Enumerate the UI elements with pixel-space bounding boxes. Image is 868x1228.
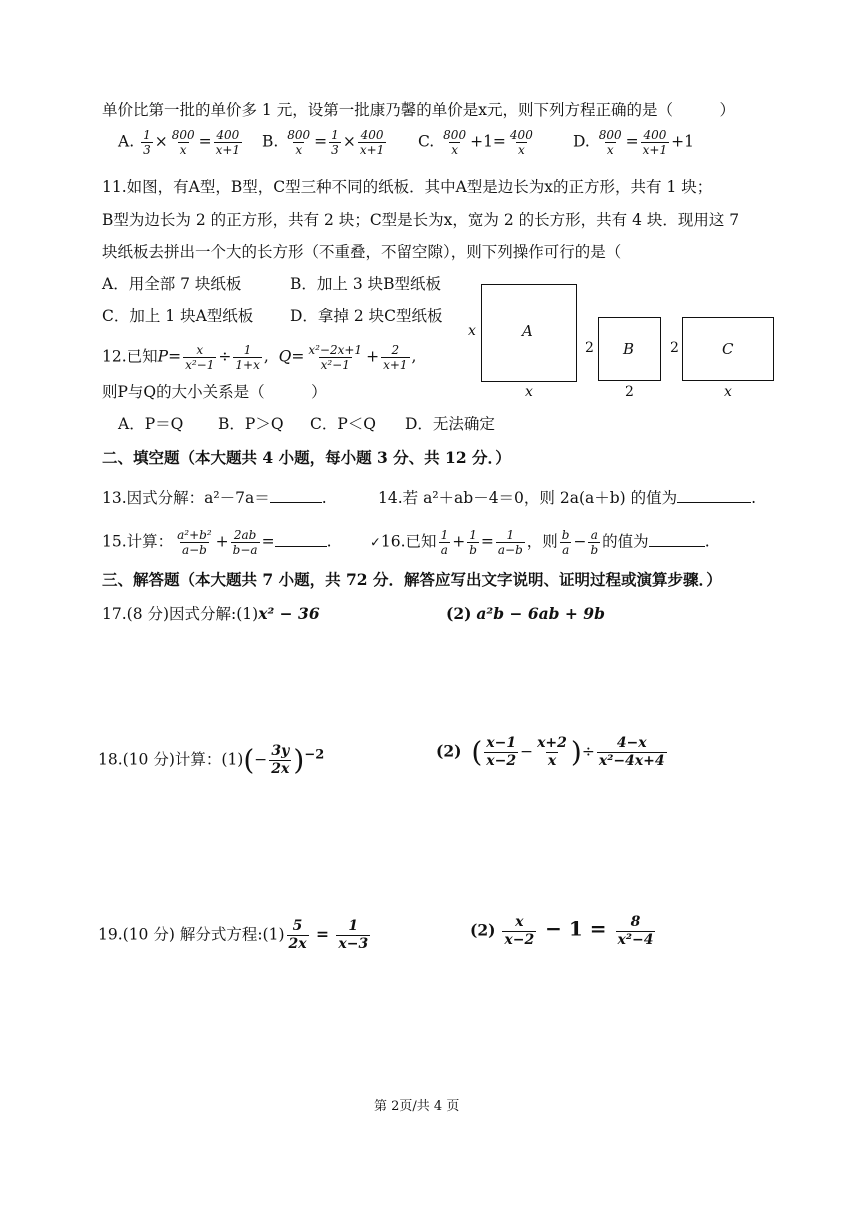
q11-line1: 11.如图，有A型，B型，C型三种不同的纸板．其中A型是边长为x的正方形，共有 1 块；: [102, 178, 713, 196]
q10-stem: 单价比第一批的单价多 1 元，设第一批康乃馨的单价是x元，则下列方程正确的是（ ）: [102, 101, 735, 119]
page-footer: 第 2页/共 4 页: [374, 1099, 460, 1114]
q17: [102, 604, 320, 624]
q10-option-a-label: A.: [118, 132, 135, 151]
square-b-side-label: 2: [585, 340, 594, 356]
q16: ✓16.已知 $\frac{1}{a}$ + $\frac{1}{b}$ = $\frac{1}{a-b}$ ，则 $\frac{b}{a}$ − $\frac{a}{b}$ 的值为 .: [370, 528, 710, 557]
q18-part2: (2) ( $\frac{x-1}{x-2}$ − $\frac{x+2}{x}$ )÷ $\frac{4-x}{\text{x²−4x+4}}$: [436, 735, 665, 769]
q17-part2-expr: a²b − 6ab + 9b: [476, 604, 605, 623]
q13: 13.因式分解：a²－7a＝ .: [102, 489, 327, 507]
square-b-label: B: [623, 340, 635, 358]
q15-prefix: 15.计算：: [102, 532, 174, 551]
fraction: $\frac{1}{1+x}$: [235, 343, 260, 372]
q19: 19.(10 分) 解分式方程:(1) $\frac{5}{2x}$ = $\frac{1}{x-3}$: [98, 918, 369, 952]
answer-blank[interactable]: [677, 488, 751, 503]
fraction: $\frac{1}{x-3}$: [338, 918, 369, 952]
fraction: $\frac{x+2}{x}$: [537, 735, 567, 769]
q11-option-c[interactable]: C．加上 1 块A型纸板: [102, 307, 254, 325]
square-a-bottom-label: x: [525, 384, 533, 400]
q18-part2-label: (2): [436, 741, 462, 761]
fraction: $\frac{x-1}{x-2}$: [486, 735, 517, 769]
fraction: $\frac{1}{3}$: [143, 128, 151, 157]
check-mark-icon: ✓: [370, 535, 381, 551]
q11-line2: B型为边长为 2 的正方形，共有 2 块；C型是长为x，宽为 2 的长方形，共有 4 块．现用这 7: [102, 211, 740, 229]
square-a-side-label: x: [468, 323, 476, 339]
fraction: $\frac{400}{x+1}$: [359, 128, 385, 157]
q13-text: 13.因式分解：a²－7a＝: [102, 489, 270, 507]
fraction: $\frac{1}{b}$: [469, 528, 477, 557]
q11-option-d[interactable]: D．拿掉 2 块C型纸板: [290, 307, 443, 325]
q16-suffix: 的值为: [602, 532, 649, 551]
fraction: $\frac{4-x}{\text{x²−4x+4}}$: [598, 735, 665, 769]
q19-part2-label: (2): [470, 920, 496, 940]
rect-c-label: C: [722, 340, 734, 358]
q16-prefix: 16.已知: [380, 532, 437, 551]
q17-label: 17.(8 分)因式分解:(1): [102, 605, 259, 623]
section2-title: 二、填空题（本大题共 4 小题，每小题 3 分、共 12 分．）: [102, 448, 511, 467]
q17-part1: x² − 36: [258, 604, 320, 623]
fraction: $\frac{2ab}{b-a}$: [232, 528, 258, 557]
q17-part2: [446, 604, 605, 624]
fraction: $\frac{1}{3}$: [331, 128, 339, 157]
q12-option-d[interactable]: D．无法确定: [405, 415, 495, 433]
q12-line2: 则P与Q的大小关系是（ ）: [102, 383, 327, 401]
fraction: $\frac{x}{x-2}$: [504, 914, 535, 948]
q12-option-b[interactable]: B．P＞Q: [218, 415, 284, 433]
fraction: $\frac{800}{x}$: [598, 128, 622, 157]
q12-stem: 12.已知P= $\frac{x}{\text{x²−1}}$ ÷ $\frac{1}{1+x}$ , Q= $\frac{\text{x²−2x+1}}{\text{x²−1}}$ + $\frac{2}{x+1}$ ,: [102, 343, 417, 372]
fraction: $\frac{3y}{2x}$: [271, 743, 290, 777]
q12-option-a[interactable]: A．P＝Q: [118, 415, 184, 433]
fraction: $\frac{5}{2x}$: [288, 918, 307, 952]
q19-part2: (2) $\frac{x}{x-2}$ − 1 = $\frac{8}{\text{x²−4}}$: [470, 914, 654, 948]
q17-part2-label: (2): [446, 604, 472, 623]
square-b-bottom-label: 2: [625, 384, 634, 400]
q10-option-d-label: D.: [573, 132, 590, 151]
fraction: $\frac{b}{a}$: [561, 528, 570, 557]
q18: 18.(10 分)计算：(1)(− $\frac{3y}{2x}$ )$^{-2}$: [98, 743, 325, 777]
fraction: $\frac{2}{x+1}$: [383, 343, 408, 372]
fraction: $\frac{400}{x+1}$: [215, 128, 241, 157]
q14: 14.若 a²＋ab－4＝0，则 2a(a＋b) 的值为 .: [378, 489, 757, 507]
answer-blank[interactable]: [275, 532, 327, 547]
q10-option-d[interactable]: D. $\frac{800}{x}$ = $\frac{400}{x+1}$ +1: [573, 128, 694, 157]
answer-blank[interactable]: [270, 488, 322, 503]
rect-c-bottom-label: x: [724, 384, 732, 400]
q10-option-b[interactable]: B. $\frac{800}{x}$ = $\frac{1}{3}$ × $\frac{400}{x+1}$: [262, 128, 385, 157]
fraction: $\frac{\text{x²−2x+1}}{\text{x²−1}}$: [308, 343, 363, 372]
q10-option-c-label: C.: [418, 132, 435, 151]
fraction: $\frac{\text{a²+b²}}{a-b}$: [177, 528, 212, 557]
rect-c-side-label: 2: [670, 340, 679, 356]
q14-text: 14.若 a²＋ab－4＝0，则 2a(a＋b) 的值为: [378, 489, 678, 507]
q11-line3: 块纸板去拼出一个大的长方形（不重叠，不留空隙），则下列操作可行的是（: [102, 243, 622, 261]
q11-option-b[interactable]: B．加上 3 块B型纸板: [290, 275, 441, 293]
fraction: $\frac{400}{x+1}$: [642, 128, 668, 157]
square-a-label: A: [522, 322, 533, 340]
q19-label: 19.(10 分) 解分式方程:(1): [98, 925, 285, 944]
fraction: $\frac{8}{\text{x²−4}}$: [617, 914, 654, 948]
q12-option-c[interactable]: C．P＜Q: [310, 415, 376, 433]
q10-option-b-label: B.: [262, 132, 279, 151]
fraction: $\frac{800}{x}$: [443, 128, 467, 157]
fraction: $\frac{x}{\text{x²−1}}$: [185, 343, 215, 372]
q12-prefix: 12.已知: [102, 347, 158, 366]
fraction: $\frac{800}{x}$: [287, 128, 311, 157]
q10-option-a[interactable]: A. $\frac{1}{3}$ × $\frac{800}{x}$ = $\frac{400}{x+1}$: [118, 128, 241, 157]
answer-blank[interactable]: [649, 532, 705, 547]
fraction: $\frac{a}{b}$: [590, 528, 599, 557]
fraction: $\frac{800}{x}$: [171, 128, 195, 157]
section3-title: 三、解答题（本大题共 7 小题，共 72 分．解答应写出文字说明、证明过程或演算步骤．）: [102, 570, 722, 589]
q18-label: 18.(10 分)计算：(1): [98, 750, 244, 769]
q16-mid: ，则: [526, 532, 558, 551]
q11-option-a[interactable]: A．用全部 7 块纸板: [102, 275, 242, 293]
fraction: $\frac{400}{x}$: [509, 128, 533, 157]
q10-option-c[interactable]: C. $\frac{800}{x}$ +1= $\frac{400}{x}$: [418, 128, 533, 157]
fraction: $\frac{1}{a}$: [440, 528, 449, 557]
q15: 15.计算： $\frac{\text{a²+b²}}{a-b}$ + $\frac{2ab}{b-a}$ = .: [102, 528, 332, 557]
fraction: $\frac{1}{a-b}$: [497, 528, 523, 557]
